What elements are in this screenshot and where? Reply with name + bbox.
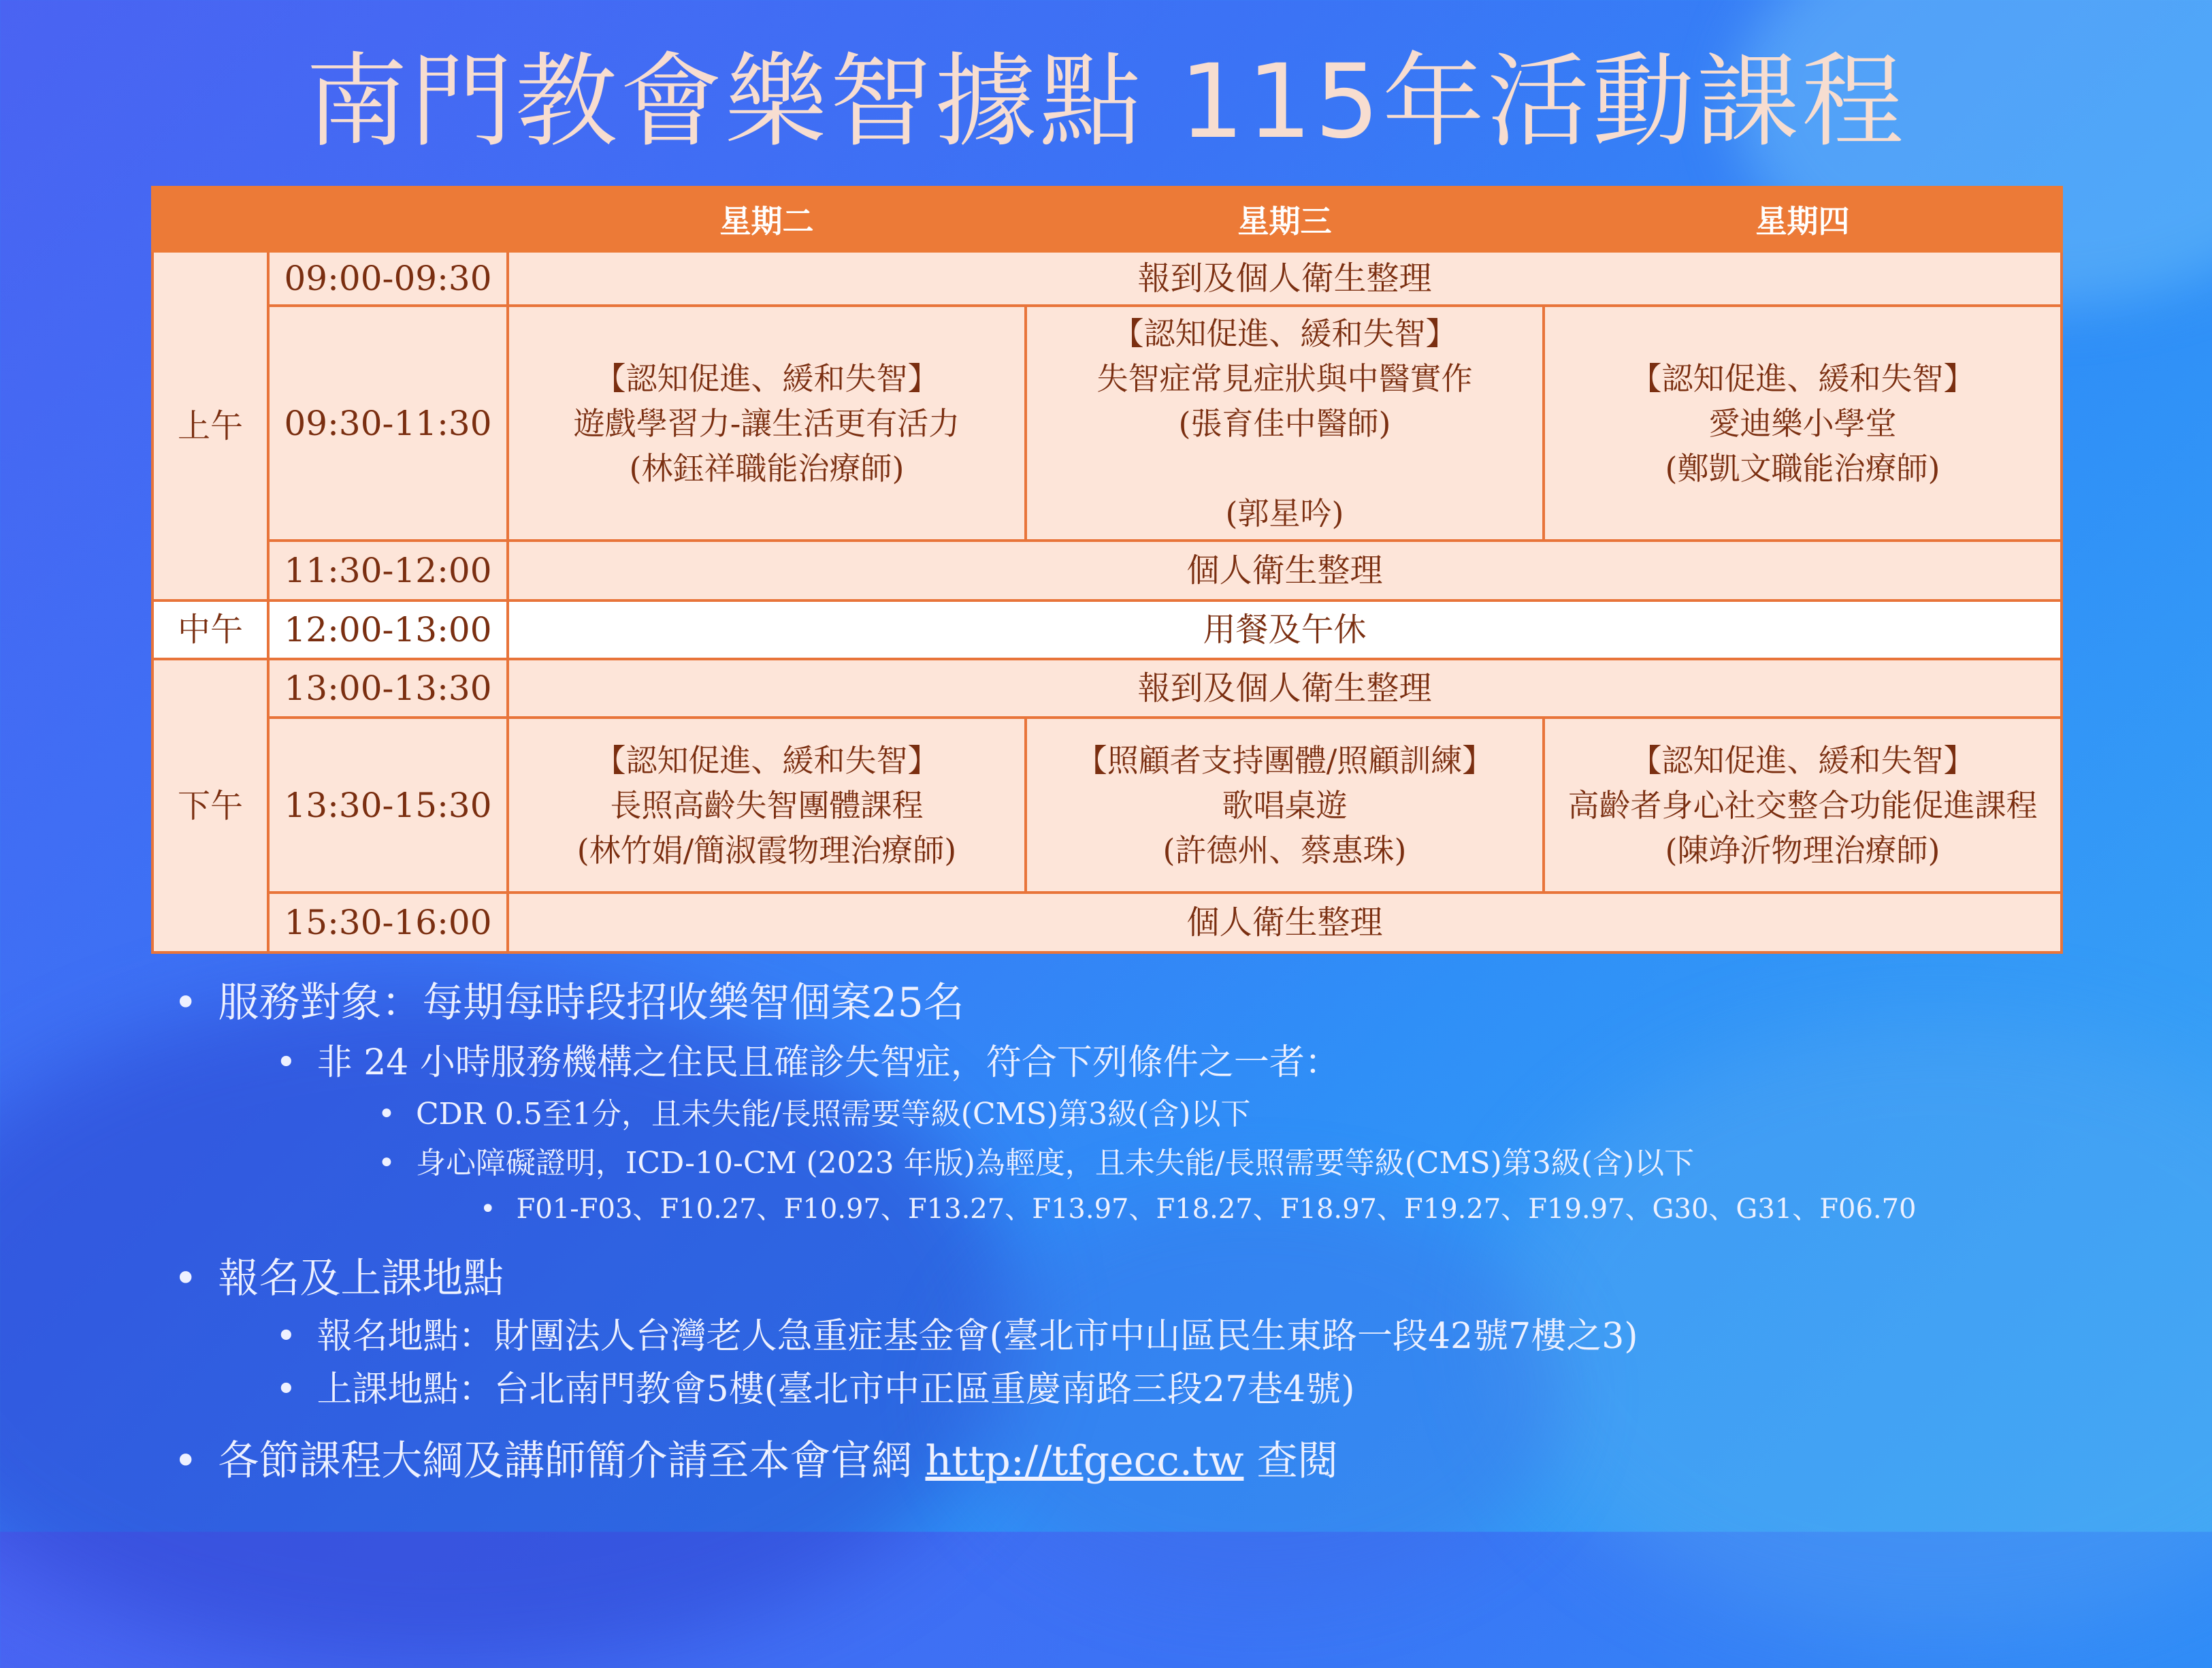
course-instructor: (鄭凱文職能治療師) [1665, 449, 1940, 487]
course-cell-thursday [1544, 718, 2062, 893]
activity-cell: 用餐及午休 [508, 600, 2062, 659]
background-glow [1497, 1021, 2212, 1634]
table-row [152, 251, 2062, 306]
bullet-dot: • [378, 1097, 395, 1132]
bullet-dot: • [276, 1042, 297, 1083]
course-title: 歌唱桌遊 [1222, 786, 1348, 824]
course-title: 遊戲學習力-讓生活更有活力 [573, 404, 960, 442]
bullet-dot: • [378, 1146, 395, 1181]
background-glow [0, 987, 1021, 1668]
bullet-text: CDR 0.5至1分，且未失能/長照需要等級(CMS)第3級(含)以下 [415, 1097, 1251, 1132]
bullet-text: 上課地點：台北南門教會5樓(臺北市中正區重慶南路三段27巷4號) [316, 1369, 1355, 1410]
table-row [152, 718, 2062, 893]
activity-cell: 個人衛生整理 [508, 893, 2062, 952]
time-slot: 11:30-12:00 [268, 541, 508, 600]
bullet-condition-2 [378, 1138, 1694, 1182]
activity-cell: 報到及個人衛生整理 [508, 659, 2062, 718]
bullet-codes [480, 1187, 1917, 1226]
time-slot: 09:00-09:30 [268, 251, 508, 306]
activity-cell: 報到及個人衛生整理 [508, 251, 2062, 306]
course-category: 【認知促進、緩和失智】 [1112, 315, 1457, 352]
course-title: 失智症常見症狀與中醫實作 [1096, 359, 1473, 397]
header-row [152, 187, 2062, 251]
course-category: 【認知促進、緩和失智】 [1630, 741, 1975, 779]
bullet-text: 服務對象：每期每時段招收樂智個案25名 [218, 979, 964, 1027]
course-title: 高齡者身心社交整合功能促進課程 [1567, 786, 2038, 824]
page-title: 南門教會樂智據點 115年活動課程 [306, 43, 1906, 161]
bullet-condition-1 [378, 1089, 1250, 1133]
bullet-text: 非 24 小時服務機構之住民且確診失智症，符合下列條件之一者： [316, 1042, 1340, 1083]
bullet-text: 報名地點：財團法人台灣老人急重症基金會(臺北市中山區民生東路一段42號7樓之3) [316, 1316, 1638, 1357]
bullet-dot: • [276, 1369, 297, 1410]
table-row [152, 659, 2062, 718]
time-slot: 09:30-11:30 [268, 306, 508, 541]
course-assistant: (郭星吟) [1225, 494, 1344, 532]
table-row [152, 306, 2062, 541]
table-row [152, 541, 2062, 600]
course-instructor: (張育佳中醫師) [1178, 404, 1391, 442]
course-cell-tuesday [508, 306, 1026, 541]
bullet-eligibility [276, 1033, 1340, 1085]
time-slot: 12:00-13:00 [268, 600, 508, 659]
course-title: 愛迪樂小學堂 [1708, 404, 1897, 442]
bullet-text: F01-F03、F10.27、F10.97、F13.27、F13.97、F18.27、F18.97、F19.27、F19.97、G30、G31、F06.70 [516, 1193, 1917, 1225]
course-cell-thursday [1544, 306, 2062, 541]
website-link[interactable]: http://tfgecc.tw [925, 1437, 1244, 1485]
course-title: 長照高齡失智團體課程 [610, 786, 924, 824]
period-afternoon: 下午 [152, 659, 268, 952]
course-category: 【照顧者支持團體/照顧訓練】 [1075, 741, 1494, 779]
header-tuesday: 星期二 [508, 187, 1026, 251]
course-cell-wednesday [1026, 718, 1544, 893]
course-cell-tuesday [508, 718, 1026, 893]
bullet-text: 身心障礙證明，ICD-10-CM (2023 年版)為輕度，且未失能/長照需要等級(CMS)第3級(含)以下 [415, 1146, 1695, 1181]
bullet-text: 各節課程大綱及講師簡介請至本會官網 [218, 1437, 913, 1485]
header-blank [268, 187, 508, 251]
header-blank [152, 187, 268, 251]
blank-line [1027, 446, 1542, 491]
bullet-dot: • [174, 1255, 198, 1302]
bullet-dot: • [174, 1437, 198, 1485]
header-wednesday: 星期三 [1026, 187, 1544, 251]
bullet-dot: • [276, 1316, 297, 1357]
bullet-class-location [276, 1360, 1355, 1411]
bullet-dot: • [174, 979, 198, 1027]
activity-cell: 個人衛生整理 [508, 541, 2062, 600]
time-slot: 13:00-13:30 [268, 659, 508, 718]
period-morning: 上午 [152, 251, 268, 600]
course-category: 【認知促進、緩和失智】 [594, 741, 939, 779]
time-slot: 13:30-15:30 [268, 718, 508, 893]
bullet-text: 查閱 [1256, 1437, 1339, 1485]
schedule-table [151, 186, 2063, 954]
course-instructor: (許德州、蔡惠珠) [1162, 831, 1407, 869]
bullet-dot: • [480, 1193, 496, 1225]
course-category: 【認知促進、緩和失智】 [1630, 359, 1975, 397]
course-category: 【認知促進、緩和失智】 [594, 359, 939, 397]
table-row [152, 893, 2062, 952]
table-row [152, 600, 2062, 659]
bullet-text: 報名及上課地點 [218, 1255, 504, 1302]
course-instructor: (林竹娟/簡淑霞物理治療師) [576, 831, 957, 869]
course-instructor: (林鈺祥職能治療師) [629, 449, 905, 487]
bullet-service-target [174, 970, 964, 1029]
bullet-registration-location [276, 1307, 1638, 1358]
course-cell-wednesday [1026, 306, 1544, 541]
header-thursday: 星期四 [1544, 187, 2062, 251]
course-instructor: (陳竫沂物理治療師) [1665, 831, 1940, 869]
bullet-website [174, 1428, 1338, 1487]
background-glow [953, 1191, 1565, 1600]
period-noon: 中午 [152, 600, 268, 659]
time-slot: 15:30-16:00 [268, 893, 508, 952]
bullet-location-heading [174, 1246, 504, 1304]
